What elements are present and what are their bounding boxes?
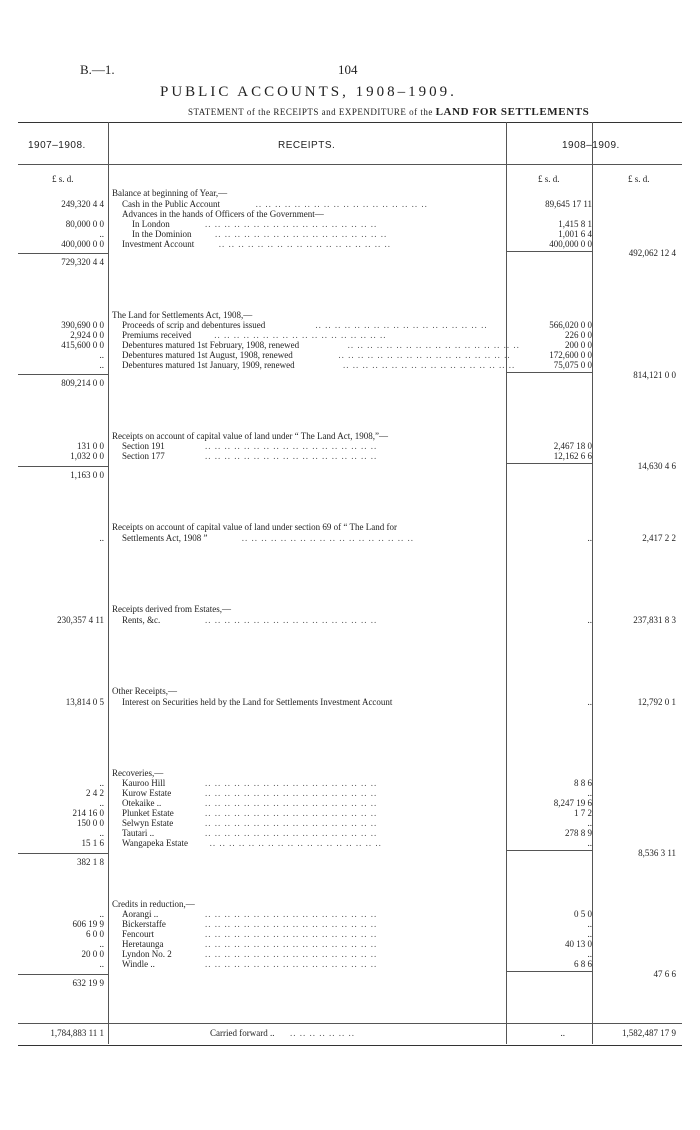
- prev-year-amount: ..: [99, 229, 104, 239]
- prev-year-amount: ..: [99, 909, 104, 919]
- leader-dots: .. .. .. .. .. .. .. .. .. .. .. .. .. .. .. .. .. ..: [205, 441, 378, 451]
- prev-year-amount: 80,000 0 0: [65, 219, 104, 229]
- column-header-receipts: RECEIPTS.: [278, 140, 336, 151]
- curr-year-total: 14,630 4 6: [637, 461, 676, 471]
- prev-year-amount: 214 16 0: [72, 808, 104, 818]
- curr-year-amount: 8 8 6: [574, 778, 592, 788]
- row-description: Otekaike ..: [122, 798, 162, 808]
- curr-year-amount: 75,075 0 0: [553, 360, 592, 370]
- curr-year-total: 12,792 0 1: [637, 697, 676, 707]
- row-description: Windle ..: [122, 959, 155, 969]
- units-label-prev: £ s. d.: [52, 174, 74, 184]
- curr-year-amount: ..: [587, 697, 592, 707]
- row-description: In the Dominion: [132, 229, 192, 239]
- row-description: Advances in the hands of Officers of the Government—: [122, 209, 324, 219]
- prev-year-amount: ..: [99, 778, 104, 788]
- prev-year-amount: 20 0 0: [81, 949, 104, 959]
- curr-year-amount: ..: [587, 788, 592, 798]
- leader-dots: .. .. .. .. .. .. .. .. .. .. .. .. .. .. .. .. .. ..: [205, 959, 378, 969]
- prev-year-amount: ..: [99, 350, 104, 360]
- subtotal-rule: [18, 853, 108, 854]
- row-description: Receipts on account of capital value of land under section 69 of “ The Land for: [112, 522, 397, 532]
- prev-year-amount: 6 0 0: [86, 929, 104, 939]
- row-description: Fencourt: [122, 929, 154, 939]
- prev-year-subtotal: 382 1 8: [77, 857, 104, 867]
- row-description: Section 191: [122, 441, 165, 451]
- leader-dots: .. .. .. .. .. .. .. .. .. .. .. .. .. .. .. .. .. ..: [205, 808, 378, 818]
- column-divider: [592, 122, 593, 1044]
- row-description: Receipts on account of capital value of land under “ The Land Act, 1908,”—: [112, 431, 388, 441]
- row-description: Tautari ..: [122, 828, 155, 838]
- row-description: Bickerstaffe: [122, 919, 166, 929]
- row-description: Credits in reduction,—: [112, 899, 195, 909]
- curr-year-total: 8,536 3 11: [638, 848, 676, 858]
- curr-year-amount: 1,415 8 1: [558, 219, 592, 229]
- prev-year-subtotal: 632 19 9: [72, 978, 104, 988]
- curr-year-amount: ..: [587, 818, 592, 828]
- row-description: Rents, &c.: [122, 615, 161, 625]
- prev-year-amount: 2,924 0 0: [70, 330, 104, 340]
- curr-year-amount: 400,000 0 0: [549, 239, 592, 249]
- curr-year-amount: 89,645 17 11: [545, 199, 592, 209]
- leader-dots: .. .. .. .. .. .. .. .. .. .. .. .. .. .. .. .. .. ..: [205, 788, 378, 798]
- row-description: Settlements Act, 1908 ”: [122, 533, 208, 543]
- row-description: Kauroo Hill: [122, 778, 166, 788]
- footer-label: Carried forward ..: [210, 1028, 275, 1038]
- curr-year-amount: 1,001 6 4: [558, 229, 592, 239]
- prev-year-amount: ..: [99, 798, 104, 808]
- prev-year-subtotal: 1,163 0 0: [70, 470, 104, 480]
- prev-year-amount: 131 0 0: [77, 441, 104, 451]
- column-header-prev-year: 1907–1908.: [28, 140, 86, 151]
- row-description: Wangapeka Estate: [122, 838, 188, 848]
- row-description: Debentures matured 1st February, 1908, renewed: [122, 340, 300, 350]
- row-description: Debentures matured 1st January, 1909, renewed: [122, 360, 295, 370]
- prev-year-amount: 390,690 0 0: [61, 320, 104, 330]
- footer-prev-total: 1,784,883 11 1: [50, 1028, 104, 1038]
- leader-dots: .. .. .. .. .. .. .. .. .. .. .. .. .. .. .. .. .. ..: [343, 360, 516, 370]
- leader-dots: .. .. .. .. .. .. .. .. .. .. .. .. .. .. .. .. .. ..: [205, 615, 378, 625]
- leader-dots: .. .. .. .. .. .. .. .. .. .. .. .. .. .. .. .. .. ..: [315, 320, 488, 330]
- row-description: Kurow Estate: [122, 788, 172, 798]
- prev-year-amount: ..: [99, 360, 104, 370]
- curr-year-amount: ..: [587, 919, 592, 929]
- leader-dots: .. .. .. .. .. .. .. .. .. .. .. .. .. .. .. .. .. ..: [215, 229, 388, 239]
- row-description: Lyndon No. 2: [122, 949, 172, 959]
- leader-dots: .. .. .. .. .. .. ..: [290, 1028, 355, 1038]
- subtotal-rule: [18, 466, 108, 467]
- curr-year-amount: 0 5 0: [574, 909, 592, 919]
- row-description: Proceeds of scrip and debentures issued: [122, 320, 266, 330]
- curr-year-amount: 200 0 0: [565, 340, 592, 350]
- leader-dots: .. .. .. .. .. .. .. .. .. .. .. .. .. .. .. .. .. ..: [338, 350, 511, 360]
- row-description: Interest on Securities held by the Land for Settlements Investment Account: [122, 697, 393, 707]
- prev-year-amount: 606 19 9: [72, 919, 104, 929]
- curr-year-amount: 172,600 0 0: [549, 350, 592, 360]
- row-description: Plunket Estate: [122, 808, 174, 818]
- row-description: Cash in the Public Account: [122, 199, 220, 209]
- row-description: In London: [132, 219, 170, 229]
- row-description: Debentures matured 1st August, 1908, renewed: [122, 350, 293, 360]
- leader-dots: .. .. .. .. .. .. .. .. .. .. .. .. .. .. .. .. .. ..: [205, 929, 378, 939]
- curr-year-amount: ..: [587, 615, 592, 625]
- group-rule: [506, 463, 592, 464]
- leader-dots: .. .. .. .. .. .. .. .. .. .. .. .. .. .. .. .. .. ..: [205, 451, 378, 461]
- leader-dots: .. .. .. .. .. .. .. .. .. .. .. .. .. .. .. .. .. ..: [205, 798, 378, 808]
- column-divider: [506, 122, 507, 1044]
- leader-dots: .. .. .. .. .. .. .. .. .. .. .. .. .. .. .. .. .. ..: [205, 818, 378, 828]
- prev-year-amount: 249,320 4 4: [61, 199, 104, 209]
- prev-year-amount: ..: [99, 959, 104, 969]
- prev-year-amount: 150 0 0: [77, 818, 104, 828]
- curr-year-amount: 8,247 19 6: [553, 798, 592, 808]
- prev-year-amount: 15 1 6: [81, 838, 104, 848]
- group-rule: [506, 850, 592, 851]
- subtotal-rule: [18, 974, 108, 975]
- curr-year-amount: 278 8 9: [565, 828, 592, 838]
- curr-year-amount: ..: [587, 533, 592, 543]
- curr-year-amount: 1 7 2: [574, 808, 592, 818]
- row-description: Selwyn Estate: [122, 818, 174, 828]
- prev-year-amount: 1,032 0 0: [70, 451, 104, 461]
- prev-year-amount: ..: [99, 828, 104, 838]
- prev-year-amount: ..: [99, 533, 104, 543]
- curr-year-total: 2,417 2 2: [642, 533, 676, 543]
- curr-year-amount: 566,020 0 0: [549, 320, 592, 330]
- page-subtitle: [188, 106, 589, 118]
- prev-year-subtotal: 729,320 4 4: [61, 257, 104, 267]
- row-description: Section 177: [122, 451, 165, 461]
- curr-year-amount: ..: [587, 929, 592, 939]
- group-rule: [506, 251, 592, 252]
- prev-year-amount: 415,600 0 0: [61, 340, 104, 350]
- page-title: PUBLIC ACCOUNTS, 1908–1909.: [160, 84, 457, 100]
- footer-curr-mid: ..: [560, 1028, 565, 1038]
- units-label-curr: £ s. d.: [538, 174, 560, 184]
- leader-dots: .. .. .. .. .. .. .. .. .. .. .. .. .. .. .. .. .. ..: [205, 909, 378, 919]
- curr-year-total: 237,831 8 3: [633, 615, 676, 625]
- prev-year-amount: 13,814 0 5: [65, 697, 104, 707]
- curr-year-amount: ..: [587, 838, 592, 848]
- leader-dots: .. .. .. .. .. .. .. .. .. .. .. .. .. .. .. .. .. ..: [214, 330, 387, 340]
- leader-dots: .. .. .. .. .. .. .. .. .. .. .. .. .. .. .. .. .. ..: [255, 199, 428, 209]
- prev-year-amount: 2 4 2: [86, 788, 104, 798]
- row-description: The Land for Settlements Act, 1908,—: [112, 310, 253, 320]
- row-description: Investment Account: [122, 239, 195, 249]
- subtitle-bold: LAND FOR SETTLEMENTS: [435, 106, 590, 118]
- footer-rule: [18, 1023, 682, 1024]
- document-code: B.—1.: [80, 62, 115, 77]
- row-description: Heretaunga: [122, 939, 164, 949]
- curr-year-amount: ..: [587, 949, 592, 959]
- leader-dots: .. .. .. .. .. .. .. .. .. .. .. .. .. .. .. .. .. ..: [347, 340, 520, 350]
- prev-year-amount: 400,000 0 0: [61, 239, 104, 249]
- leader-dots: .. .. .. .. .. .. .. .. .. .. .. .. .. .. .. .. .. ..: [205, 949, 378, 959]
- row-description: Aorangi ..: [122, 909, 159, 919]
- leader-dots: .. .. .. .. .. .. .. .. .. .. .. .. .. .. .. .. .. ..: [205, 219, 378, 229]
- leader-dots: .. .. .. .. .. .. .. .. .. .. .. .. .. .. .. .. .. ..: [218, 239, 392, 249]
- units-label-total: £ s. d.: [628, 174, 650, 184]
- column-divider: [108, 122, 109, 1044]
- group-rule: [506, 971, 592, 972]
- row-description: Recoveries,—: [112, 768, 164, 778]
- leader-dots: .. .. .. .. .. .. .. .. .. .. .. .. .. .. .. .. .. ..: [205, 778, 378, 788]
- page-number: 104: [338, 62, 358, 77]
- curr-year-total: 492,062 12 4: [628, 248, 676, 258]
- leader-dots: .. .. .. .. .. .. .. .. .. .. .. .. .. .. .. .. .. ..: [205, 919, 378, 929]
- curr-year-total: 814,121 0 0: [633, 370, 676, 380]
- curr-year-amount: 40 13 0: [565, 939, 592, 949]
- curr-year-amount: 2,467 18 0: [553, 441, 592, 451]
- leader-dots: .. .. .. .. .. .. .. .. .. .. .. .. .. .. .. .. .. ..: [209, 838, 382, 848]
- row-description: Other Receipts,—: [112, 686, 177, 696]
- leader-dots: .. .. .. .. .. .. .. .. .. .. .. .. .. .. .. .. .. ..: [241, 533, 415, 543]
- subtotal-rule: [18, 253, 108, 254]
- curr-year-amount: 226 0 0: [565, 330, 592, 340]
- curr-year-total: 47 6 6: [653, 969, 676, 979]
- curr-year-amount: 12,162 6 6: [553, 451, 592, 461]
- leader-dots: .. .. .. .. .. .. .. .. .. .. .. .. .. .. .. .. .. ..: [205, 828, 378, 838]
- prev-year-amount: ..: [99, 939, 104, 949]
- row-description: Balance at beginning of Year,—: [112, 188, 228, 198]
- footer-curr-total: 1,582,487 17 9: [622, 1028, 676, 1038]
- column-header-curr-year: 1908–1909.: [562, 140, 620, 151]
- prev-year-amount: 230,357 4 11: [57, 615, 104, 625]
- leader-dots: .. .. .. .. .. .. .. .. .. .. .. .. .. .. .. .. .. ..: [205, 939, 378, 949]
- group-rule: [506, 372, 592, 373]
- row-description: Receipts derived from Estates,—: [112, 604, 231, 614]
- prev-year-subtotal: 809,214 0 0: [61, 378, 104, 388]
- row-description: Premiums received: [122, 330, 192, 340]
- subtotal-rule: [18, 374, 108, 375]
- curr-year-amount: 6 8 6: [574, 959, 592, 969]
- header-rule: [18, 164, 682, 165]
- subtitle-lead: STATEMENT of the RECEIPTS and EXPENDITURE of the: [188, 107, 433, 117]
